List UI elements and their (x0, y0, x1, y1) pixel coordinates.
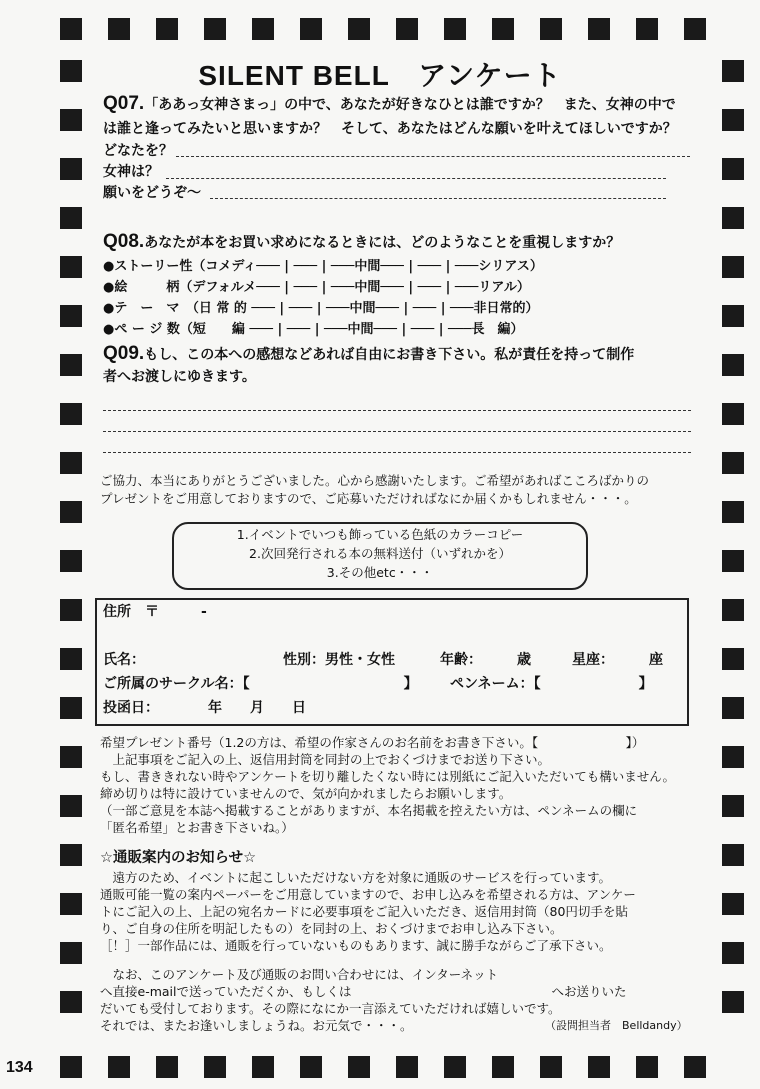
q07-answer-line-1[interactable] (176, 156, 690, 157)
film-hole-right (722, 942, 744, 964)
q08-row-art[interactable]: ●絵 柄（デフォルメ─── | ─── | ───中間─── | ─── | ───リアル） (103, 280, 530, 295)
film-hole-top (636, 18, 658, 40)
contact-line-1: なお、このアンケート及び通販のお問い合わせには、インターネット (100, 967, 499, 982)
film-hole-top (396, 18, 418, 40)
film-hole-right (722, 158, 744, 180)
mailorder-line-1: 遠方のため、イベントに起こしいただけない方を対象に通販のサービスを行っています。 (100, 870, 612, 885)
film-hole-left (60, 305, 82, 327)
film-hole-right (722, 795, 744, 817)
q08-block (103, 233, 620, 253)
thanks-line-2: プレゼントをご用意しておりますので、ご応募いただければなにか届くかもしれません・・・。 (100, 491, 637, 506)
film-hole-left (60, 403, 82, 425)
film-hole-left (60, 109, 82, 131)
film-hole-bottom (108, 1056, 130, 1078)
film-hole-top (540, 18, 562, 40)
film-hole-right (722, 844, 744, 866)
film-hole-right (722, 893, 744, 915)
film-hole-top (444, 18, 466, 40)
film-hole-right (722, 599, 744, 621)
film-hole-right (722, 746, 744, 768)
film-hole-bottom (60, 1056, 82, 1078)
film-hole-bottom (300, 1056, 322, 1078)
q08-row-story[interactable]: ●ストーリー性（コメディ─── | ─── | ───中間─── | ─── | ───シリアス） (103, 259, 543, 274)
film-hole-top (492, 18, 514, 40)
film-hole-left (60, 991, 82, 1013)
film-hole-top (300, 18, 322, 40)
form-age[interactable]: 年齢： 歳 (440, 652, 531, 668)
mailorder-line-5: ［！］一部作品には、通販を行っていないものもあります、誠に勝手ながらご了承下さい。 (100, 938, 612, 953)
q07-field-wish: 願いをどうぞ〜 (103, 185, 201, 201)
film-hole-top (684, 18, 706, 40)
film-hole-left (60, 599, 82, 621)
note-line-6: 「匿名希望」とお書き下さいね。） (100, 820, 294, 835)
q07-field-who: どなたを？ (103, 143, 173, 159)
film-hole-bottom (396, 1056, 418, 1078)
film-hole-left (60, 256, 82, 278)
q07-answer-line-3[interactable] (210, 198, 666, 199)
q08-text: あなたが本をお買い求めになるときには、どのようなことを重視しますか？ (144, 235, 621, 251)
film-hole-left (60, 844, 82, 866)
film-hole-left (60, 354, 82, 376)
note-line-1: 希望プレゼント番号（1.2の方は、希望の作家さんのお名前をお書き下さい。【 】） (100, 735, 645, 750)
film-hole-left (60, 452, 82, 474)
film-hole-right (722, 550, 744, 572)
film-hole-left (60, 746, 82, 768)
film-hole-left (60, 501, 82, 523)
form-address[interactable]: 住所 〒 - (103, 604, 207, 620)
film-hole-right (722, 354, 744, 376)
page-number: 134 (6, 1059, 33, 1076)
q07-block (103, 95, 676, 115)
film-hole-bottom (204, 1056, 226, 1078)
q09-number: Q09. (103, 343, 145, 364)
film-hole-bottom (348, 1056, 370, 1078)
film-hole-top (204, 18, 226, 40)
film-hole-bottom (540, 1056, 562, 1078)
film-hole-bottom (252, 1056, 274, 1078)
gift-option-3: 3.その他etc・・・ (326, 565, 434, 580)
film-hole-right (722, 648, 744, 670)
form-date[interactable]: 投函日： 年 月 日 (103, 700, 306, 716)
form-circle[interactable]: ご所属のサークル名：【 】 (103, 676, 418, 692)
film-hole-right (722, 109, 744, 131)
note-line-3: もし、書ききれない時やアンケートを切り離したくない時には別紙にご記入いただいても構いません。 (100, 769, 676, 784)
film-hole-top (156, 18, 178, 40)
film-hole-top (108, 18, 130, 40)
film-hole-right (722, 991, 744, 1013)
q09-line1: もし、この本への感想などあれば自由にお書き下さい。私が責任を持って制作 (144, 347, 635, 363)
film-hole-right (722, 305, 744, 327)
mailorder-line-4: り、ご自身の住所を明記したもの）を同封の上、おくづけまでお申し込み下さい。 (100, 921, 563, 936)
mailorder-line-2: 通販可能一覧の案内ペーパーをご用意していますので、お申し込みを希望される方は、アンケー (100, 887, 636, 902)
thanks-line-1: ご協力、本当にありがとうございました。心から感謝いたします。ご希望があればこころばかりの (100, 473, 650, 488)
film-hole-left (60, 550, 82, 572)
film-hole-left (60, 648, 82, 670)
mailorder-line-3: トにご記入の上、上記の宛名カードに必要事項をご記入いただき、返信用封筒（80円切手を貼 (100, 904, 628, 919)
mailorder-heading: ☆通販案内のお知らせ☆ (100, 850, 257, 866)
q07-field-goddess: 女神は？ (103, 164, 159, 180)
film-hole-right (722, 501, 744, 523)
film-hole-bottom (156, 1056, 178, 1078)
contact-line-4: それでは、またお逢いしましょうね。お元気で・・・。 (100, 1018, 413, 1033)
contact-line-2: へ直接e-mailで送っていただくか、もしくは へお送りいた (100, 984, 627, 999)
gift-option-1: 1.イベントでいつも飾っている色紙のカラーコピー (236, 527, 524, 542)
film-hole-top (348, 18, 370, 40)
note-line-4: 締め切りは特に設けていませんので、気が向かれましたらお願いします。 (100, 786, 512, 801)
q08-row-theme[interactable]: ●テ ー マ （日 常 的 ─── | ─── | ───中間─── | ─── | ───非日常的） (103, 301, 539, 316)
q07-line1: 「ああっ女神さまっ」の中で、あなたが好きなひとは誰ですか？ また、女神の中で (144, 97, 676, 113)
gift-option-2: 2.次回発行される本の無料送付（いずれかを） (249, 546, 511, 561)
film-hole-right (722, 452, 744, 474)
form-name[interactable]: 氏名： (103, 652, 145, 668)
film-hole-left (60, 207, 82, 229)
q07-line2: は誰と逢ってみたいと思いますか？ そして、あなたはどんな願いを叶えてほしいですか？ (103, 121, 677, 137)
film-hole-top (252, 18, 274, 40)
signature: （設問担当者 Belldandy） (545, 1019, 688, 1032)
film-hole-left (60, 942, 82, 964)
film-hole-right (722, 256, 744, 278)
film-hole-top (60, 18, 82, 40)
film-hole-right (722, 207, 744, 229)
film-hole-bottom (444, 1056, 466, 1078)
film-hole-left (60, 893, 82, 915)
q09-line2: 者へお渡しにゆきます。 (103, 369, 256, 385)
q09-answer-line-1[interactable] (103, 410, 691, 411)
q09-answer-line-2[interactable] (103, 431, 691, 432)
film-hole-right (722, 403, 744, 425)
q08-number: Q08. (103, 231, 145, 252)
film-hole-left (60, 795, 82, 817)
film-hole-bottom (588, 1056, 610, 1078)
film-hole-left (60, 697, 82, 719)
contact-line-3: だいても受付しております。その際になにか一言添えていただければ嬉しいです。 (100, 1001, 561, 1016)
film-hole-left (60, 158, 82, 180)
film-hole-bottom (492, 1056, 514, 1078)
film-hole-bottom (684, 1056, 706, 1078)
q07-answer-line-2[interactable] (166, 178, 666, 179)
q08-row-pages[interactable]: ●ペ ー ジ 数（短 編 ─── | ─── | ───中間─── | ─── | ───長 編） (103, 322, 524, 337)
note-line-5: （一部ご意見を本誌へ掲載することがありますが、本名掲載を控えたい方は、ペンネームの欄に (100, 803, 638, 818)
page-title: SILENT BELL アンケート (198, 60, 562, 91)
q07-number: Q07. (103, 93, 145, 114)
note-line-2: 上記事項をご記入の上、返信用封筒を同封の上でおくづけまでお送り下さい。 (100, 752, 551, 767)
form-penname[interactable]: ペンネーム：【 】 (450, 676, 653, 692)
film-hole-right (722, 697, 744, 719)
film-hole-bottom (636, 1056, 658, 1078)
q09-answer-line-3[interactable] (103, 452, 691, 453)
form-gender[interactable]: 性別：男性・女性 (283, 652, 395, 668)
film-hole-top (588, 18, 610, 40)
q09-block (103, 345, 634, 365)
form-zodiac[interactable]: 星座： 座 (572, 652, 663, 668)
